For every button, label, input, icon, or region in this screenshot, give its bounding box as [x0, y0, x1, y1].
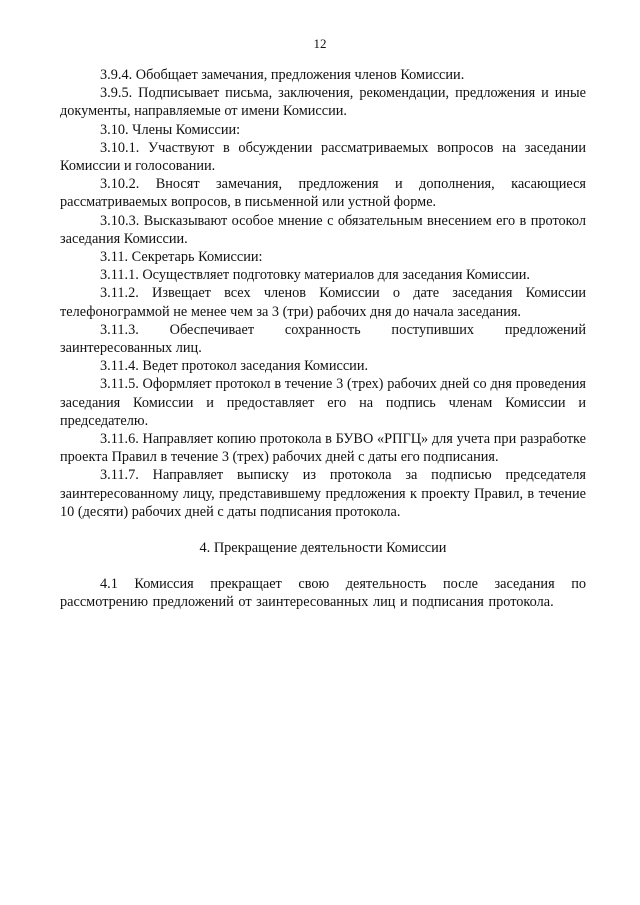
section-heading: 4. Прекращение деятельности Комиссии	[199, 540, 447, 557]
paragraph-3-11-1: 3.11.1. Осуществляет подготовку материалов для заседания Комиссии.	[100, 267, 530, 284]
paragraph-3-11-4: 3.11.4. Ведет протокол заседания Комиссии.	[100, 358, 369, 375]
paragraph-3-11-3: 3.11.3. Обеспечивает сохранность поступивших предложений заинтересованных лиц.	[60, 321, 586, 357]
paragraph-3-11-2: 3.11.2. Извещает всех членов Комиссии о дате заседания Комиссии телефонограммой не менее чем за 3 (три) рабочих дня до начала заседания.	[60, 285, 586, 320]
paragraph-3-10-1: 3.10.1. Участвуют в обсуждении рассматриваемых вопросов на заседании Комиссии и голосовании.	[60, 139, 586, 175]
page-number: 12	[313, 36, 327, 51]
paragraph-3-9-4: 3.9.4. Обобщает замечания, предложения членов Комиссии.	[100, 67, 465, 83]
paragraph-3-9-5: 3.9.5. Подписывает письма, заключения, рекомендации, предложения и иные документы, направляемые от имени Комиссии.	[60, 85, 586, 120]
paragraph-3-11-6: 3.11.6. Направляет копию протокола в БУВО «РПГЦ» для учета при разработке проекта Правил в течение 3 (трех) рабочих дней с даты его подписания.	[60, 431, 586, 466]
paragraph-3-10-2: 3.10.2. Вносят замечания, предложения и дополнения, касающиеся рассматриваемых вопросов, в письменной или устной форме.	[60, 176, 586, 211]
paragraph-3-11-7: 3.11.7. Направляет выписку из протокола за подписью председателя заинтересованному лицу, представившему предложения к проекту Правил, в течение 10 (десяти) рабочих дней с даты подписания протокола.	[60, 467, 586, 520]
paragraph-4-1: 4.1 Комиссия прекращает свою деятельность после заседания по рассмотрению предложений от заинтересованных лиц и подписания протокола.	[60, 576, 586, 611]
paragraph-3-11: 3.11. Секретарь Комиссии:	[100, 249, 263, 266]
paragraph-3-10: 3.10. Члены Комиссии:	[100, 121, 241, 138]
document-body	[60, 66, 586, 612]
paragraph-3-11-5: 3.11.5. Оформляет протокол в течение 3 (трех) рабочих дней со дня проведения заседания Комиссии и предоставляет его на подпись членам Комиссии и председателю.	[60, 376, 586, 429]
paragraph-3-10-3: 3.10.3. Высказывают особое мнение с обязательным внесением его в протокол заседания Комиссии.	[60, 212, 586, 247]
